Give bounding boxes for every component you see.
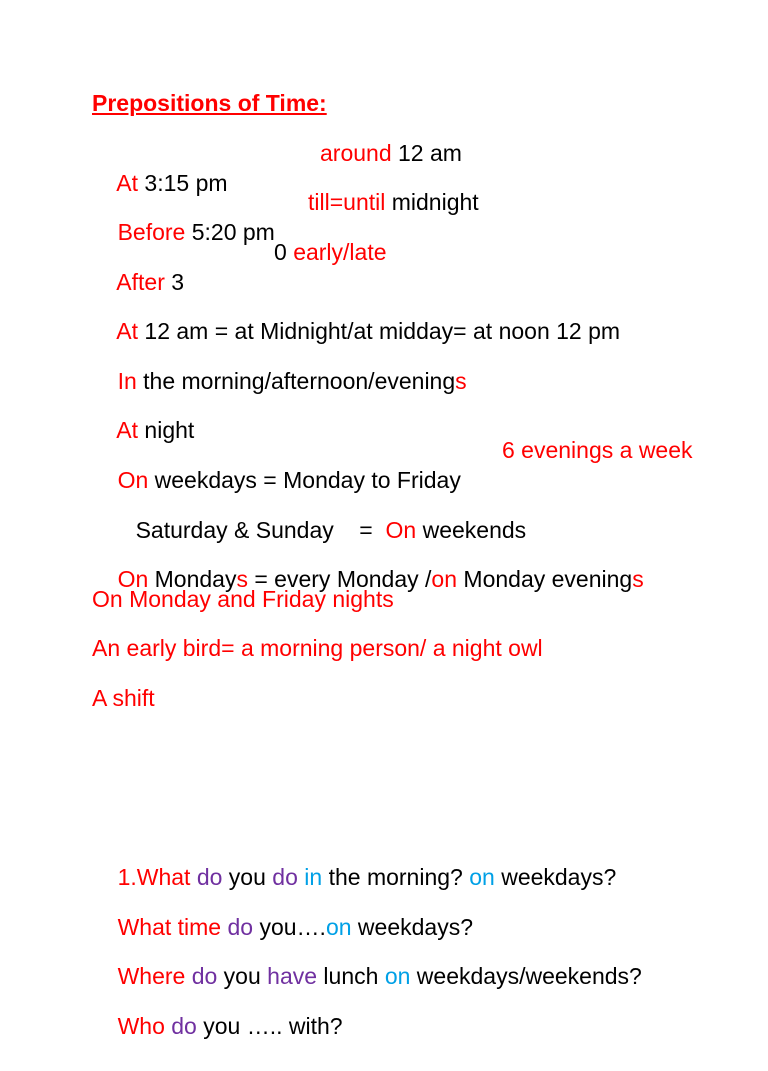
line-after-time	[92, 237, 387, 295]
prep-in: In	[117, 368, 137, 394]
line-early-bird: An early bird= a morning person/ a night owl	[92, 635, 543, 661]
line-before-time	[92, 187, 479, 245]
prep-on: on	[469, 864, 495, 890]
time-value: 3	[164, 269, 185, 295]
line-text: 12 am = at Midnight/at midday= at noon 12 pm	[138, 318, 621, 344]
verb-do: do	[272, 864, 298, 890]
line-at-night	[92, 385, 195, 443]
line-at-time	[92, 138, 462, 196]
q-word: What time	[117, 914, 222, 940]
prep-at: At	[116, 318, 139, 344]
line-on-mondays	[92, 534, 644, 592]
question-2	[92, 882, 474, 940]
evenings-a-week: 6 evenings a week	[502, 437, 693, 463]
q-text: weekdays/weekends?	[410, 963, 642, 989]
q-text: you	[217, 963, 268, 989]
line-text: the morning/afternoon/evening	[136, 368, 456, 394]
line-a-shift: A shift	[92, 685, 155, 711]
line-on-weekdays	[92, 435, 693, 493]
q-word: Who	[117, 1013, 165, 1039]
line-monday-friday-nights: On Monday and Friday nights	[92, 586, 394, 612]
prep-on: On	[117, 566, 149, 592]
prep-on: on	[384, 963, 411, 989]
line-in-morning	[92, 336, 467, 394]
prep-on: On	[385, 517, 417, 543]
line-weekends	[110, 485, 527, 543]
time-value: 12 am	[391, 140, 462, 166]
prep-on: on	[431, 566, 458, 592]
line-text: Monday	[148, 566, 237, 592]
plural-s: s	[632, 566, 644, 592]
plural-s: s	[455, 368, 467, 394]
q-text: weekdays?	[351, 914, 474, 940]
question-4	[92, 981, 343, 1039]
prep-around: around	[320, 140, 392, 166]
line-text: night	[138, 417, 195, 443]
time-value: 5:20 pm	[185, 219, 275, 245]
line-at-midnight	[92, 286, 621, 344]
question-3	[92, 931, 642, 989]
question-1	[92, 832, 617, 890]
line-text: weekends	[416, 517, 527, 543]
q-text: the morning?	[322, 864, 470, 890]
prep-on: on	[325, 914, 352, 940]
aux-do: do	[185, 963, 218, 989]
time-value: 3:15 pm	[138, 170, 228, 196]
early-late: early/late	[293, 239, 387, 265]
aux-do: do	[190, 864, 223, 890]
time-value: midnight	[385, 189, 479, 215]
line-text: Saturday & Sunday =	[135, 517, 386, 543]
prep-on: On	[117, 467, 149, 493]
time-value-zero: 0	[274, 239, 294, 265]
page-title: Prepositions of Time:	[92, 90, 327, 116]
prep-till-until: till=until	[308, 189, 386, 215]
prep-before: Before	[117, 219, 186, 245]
q-word: 1.What	[117, 864, 191, 890]
plural-s: s	[236, 566, 248, 592]
line-text: weekdays = Monday to Friday	[148, 467, 461, 493]
line-text: Monday evening	[457, 566, 633, 592]
line-text: = every Monday /	[247, 566, 432, 592]
prep-at: At	[116, 170, 139, 196]
q-text: you ….. with?	[196, 1013, 343, 1039]
q-text: you….	[253, 914, 326, 940]
q-word: Where	[117, 963, 186, 989]
q-text: lunch	[317, 963, 385, 989]
prep-at: At	[116, 417, 139, 443]
q-text: weekdays?	[494, 864, 617, 890]
prep-in: in	[297, 864, 323, 890]
aux-do: do	[221, 914, 254, 940]
q-text: you	[222, 864, 273, 890]
prep-after: After	[116, 269, 165, 295]
aux-do: do	[164, 1013, 197, 1039]
verb-have: have	[267, 963, 318, 989]
